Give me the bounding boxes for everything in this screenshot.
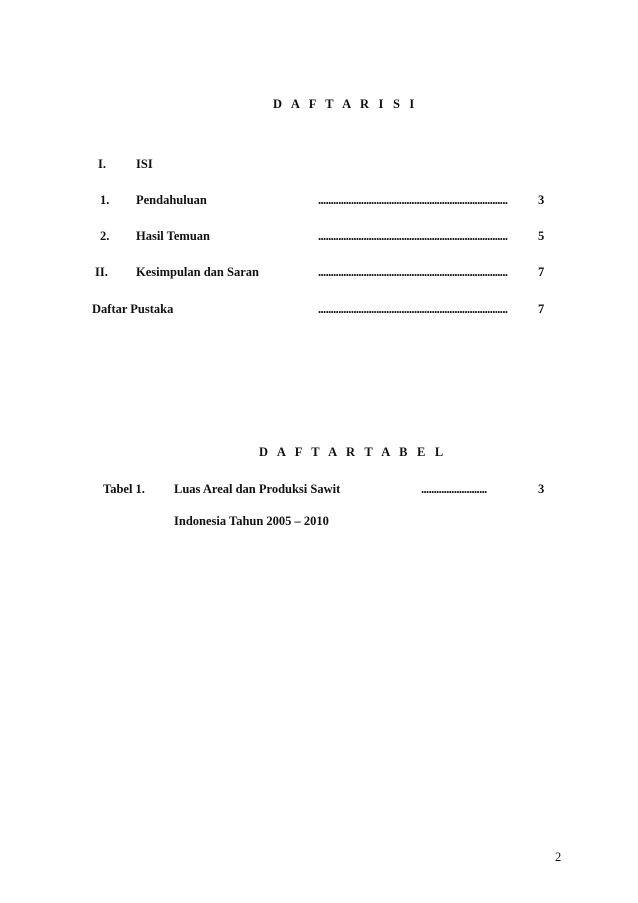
- toc-entry-leader-dots: ...........................................................................: [318, 193, 508, 207]
- toc-entry-leader-dots: ...........................................................................: [318, 265, 508, 279]
- toc-entry-leader-dots: ...........................................................................: [318, 229, 508, 243]
- table-entry-page: 3: [538, 482, 545, 496]
- toc-entry-number: 1.: [100, 193, 110, 207]
- toc-entry-label: ISI: [136, 157, 153, 171]
- toc-entry-label: Kesimpulan dan Saran: [136, 265, 259, 279]
- toc-entry-page: 7: [538, 265, 545, 279]
- table-entry-label-line1: Luas Areal dan Produksi Sawit: [174, 482, 341, 496]
- table-entry-number: Tabel 1.: [103, 482, 145, 496]
- toc-entry-label: Hasil Temuan: [136, 229, 210, 243]
- toc-title: D A F T A R I S I: [273, 97, 418, 111]
- toc-entry-page: 5: [538, 229, 545, 243]
- toc-entry-label: Pendahuluan: [136, 193, 207, 207]
- toc-entry-number: 2.: [100, 229, 110, 243]
- toc-entry-page: 7: [538, 302, 545, 316]
- table-entry-label-line2: Indonesia Tahun 2005 – 2010: [174, 514, 329, 528]
- tables-title: D A F T A R T A B E L: [259, 445, 447, 459]
- toc-entry-label: Daftar Pustaka: [92, 302, 174, 316]
- toc-entry-number: I.: [98, 157, 106, 171]
- toc-entry-number: II.: [95, 265, 108, 279]
- page-number: 2: [555, 850, 562, 864]
- toc-entry-leader-dots: ...........................................................................: [318, 302, 508, 316]
- toc-entry-page: 3: [538, 193, 545, 207]
- table-entry-leader-dots: ..........................: [421, 482, 487, 496]
